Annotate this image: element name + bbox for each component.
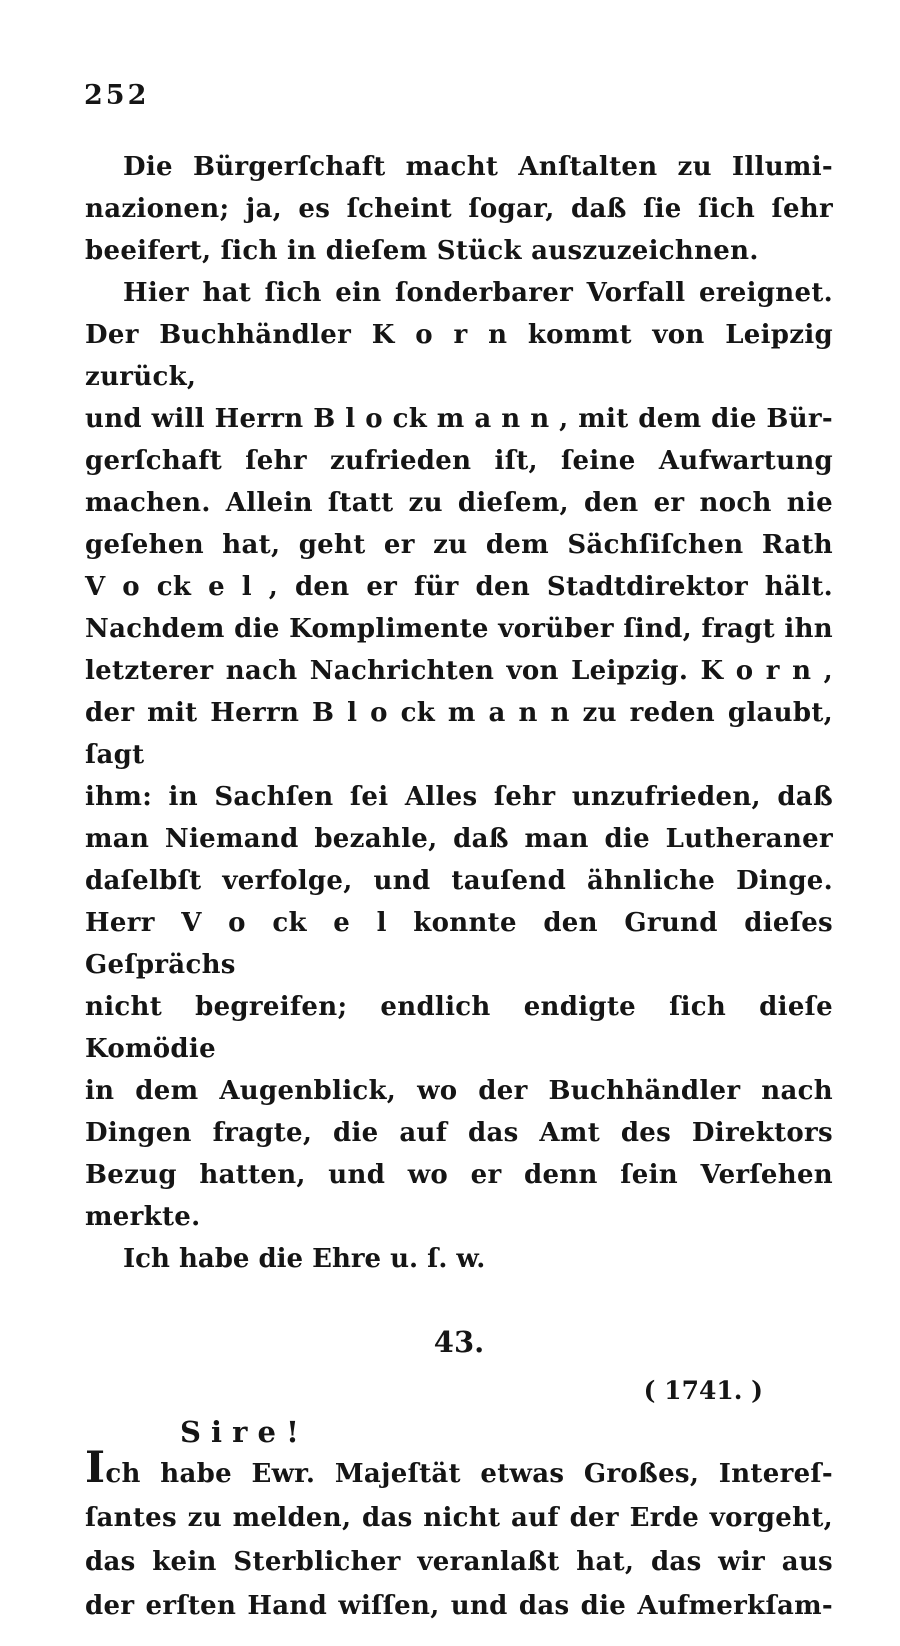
paragraph-3: [85, 1443, 833, 1628]
para2-line: und will Herrn B l o ck m a n n , mit dem die Bür-: [85, 404, 833, 434]
paragraph-2: [85, 272, 833, 1238]
para2-line: Bezug hatten, und wo er denn ſein Verſehen: [85, 1160, 833, 1190]
section-number: 43.: [433, 1325, 485, 1359]
para1-line: Die Bürgerſchaft macht Anſtalten zu Illumi-: [123, 152, 833, 182]
para2-line: Nachdem die Komplimente vorüber ſind, fragt ihn: [85, 614, 833, 644]
para1-line: beeifert, ſich in dieſem Stück auszuzeichnen.: [85, 236, 759, 266]
para3-line: ſantes zu melden, das nicht auf der Erde vorgeht,: [85, 1503, 833, 1533]
para3-line: Ich habe Ewr. Majeſtät etwas Großes, Intereſ-: [85, 1443, 833, 1493]
para2-line: man Niemand bezahle, daß man die Lutheraner: [85, 824, 833, 854]
para2-line: Der Buchhändler K o r n kommt von Leipzig zurück,: [85, 320, 833, 392]
para2-line: machen. Allein ſtatt zu dieſem, den er noch nie: [85, 488, 833, 518]
para1-line: nazionen; ja, es ſcheint ſogar, daß ſie ſich ſehr: [85, 194, 833, 224]
para2-line: ihm: in Sachſen ſei Alles ſehr unzufrieden, daß: [85, 782, 833, 812]
para3-line: das kein Sterblicher veranlaßt hat, das wir aus: [85, 1547, 833, 1577]
para2-line: geſehen hat, geht er zu dem Sächſiſchen Rath: [85, 530, 833, 560]
para2-line: Dingen fragte, die auf das Amt des Direktors: [85, 1118, 833, 1148]
paragraph-1: [85, 146, 833, 272]
closing-line: Ich habe die Ehre u. ſ. w.: [123, 1244, 486, 1274]
para2-line: der mit Herrn B l o ck m a n n zu reden glaubt, ſagt: [85, 698, 833, 770]
para2-line: Herr V o ck e l konnte den Grund dieſes Geſprächs: [85, 908, 833, 980]
text-block: [85, 146, 833, 1628]
para2-line: V o ck e l , den er für den Stadtdirektor hält.: [85, 572, 833, 602]
para2-line: gerſchaft ſehr zufrieden iſt, ſeine Aufwartung: [85, 446, 833, 476]
page-number: 252: [84, 80, 150, 111]
para2-line: Hier hat ſich ein ſonderbarer Vorfall ereignet.: [123, 278, 833, 308]
section-year: ( 1741. ): [643, 1376, 763, 1405]
para2-line: letzterer nach Nachrichten von Leipzig. K o r n ,: [85, 656, 833, 686]
para2-line: daſelbſt verfolge, und tauſend ähnliche Dinge.: [85, 866, 833, 896]
para2-line: in dem Augenblick, wo der Buchhändler nach: [85, 1076, 833, 1106]
para2-line: merkte.: [85, 1202, 201, 1232]
para2-line: nicht begreifen; endlich endigte ſich dieſe Komödie: [85, 992, 833, 1064]
salutation: S i r e !: [180, 1415, 299, 1449]
para3-line: der erſten Hand wiſſen, und das die Aufmerkſam-: [85, 1591, 833, 1621]
